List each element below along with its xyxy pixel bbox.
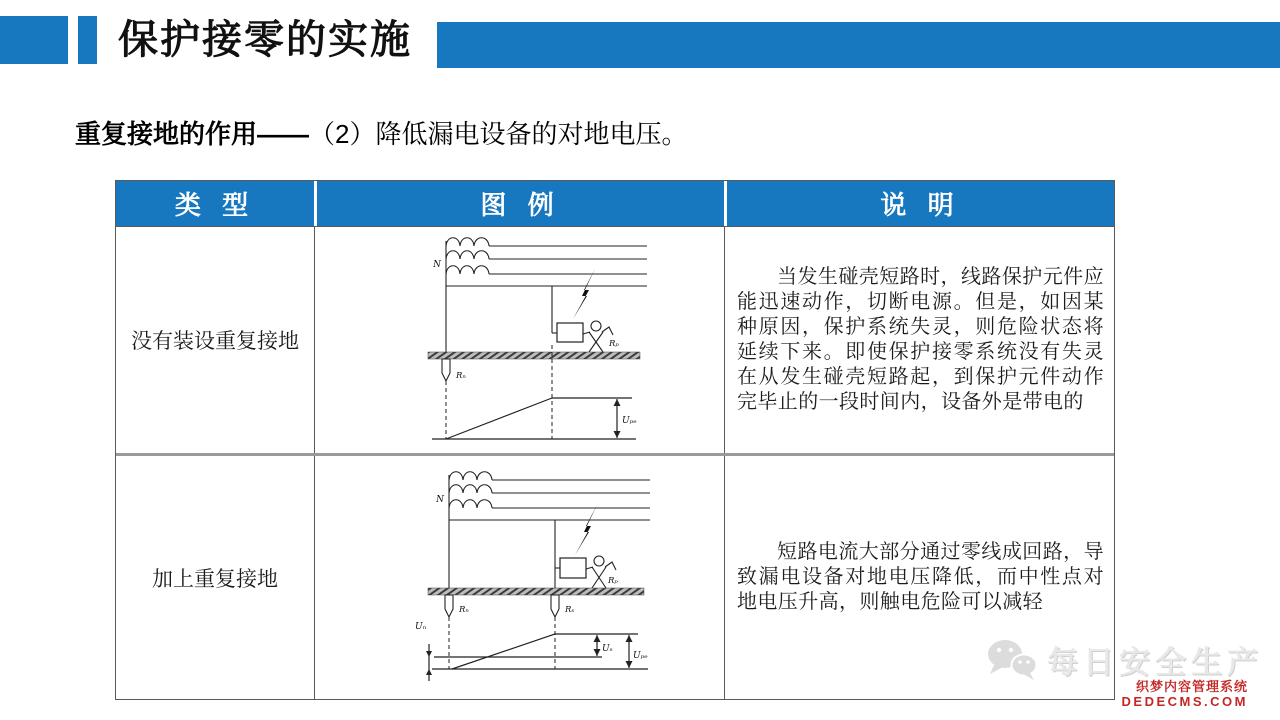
- comparison-table: [115, 180, 1115, 700]
- label-neutral: N: [433, 259, 441, 270]
- table-header-figure: 图 例: [314, 181, 724, 226]
- label-us: Uₛ: [601, 643, 613, 654]
- title-accent-block: [0, 16, 68, 64]
- ground-electrode-rs: [551, 595, 559, 617]
- equipment-box: [557, 323, 583, 342]
- label-rn: Rₙ: [456, 370, 466, 381]
- cms-credit: [1048, 679, 1248, 709]
- type-cell: 加上重复接地: [152, 567, 278, 591]
- ground-surface: [428, 588, 644, 595]
- label-rp: Rₚ: [607, 575, 618, 586]
- subtitle: [75, 114, 687, 151]
- table-header-row: [116, 181, 1114, 226]
- table-header-type: 类 型: [174, 190, 256, 220]
- voltage-profile: [429, 634, 648, 681]
- title-accent-tick: [78, 16, 97, 64]
- ground-electrode-rn: [442, 359, 450, 381]
- description-text: 短路电流大部分通过零线成回路，导致漏电设备对地电压降低，而中性点对地电压升高，则触电危险可以减轻: [737, 541, 1104, 613]
- description-text: 当发生碰壳短路时，线路保护元件应能迅速动作，切断电源。但是，如因某种原因，保护系统失灵，则危险状态将延续下来。即使保护接零系统没有失灵在从发生碰壳短路起，到保护元件动作完毕止的一段时间内，设备外是带电的: [737, 266, 1104, 413]
- table-row-without-repeated-grounding: [116, 226, 1114, 453]
- label-rn: Rₙ: [458, 604, 469, 615]
- type-cell: 没有装设重复接地: [131, 330, 299, 353]
- table-row-with-repeated-grounding: [116, 453, 1114, 699]
- table-header-description: 说 明: [724, 181, 1114, 226]
- title-accent-ribbon: [437, 22, 1280, 68]
- subtitle-rest: （2）降低漏电设备的对地电压。: [309, 119, 688, 149]
- label-upe: Uₚₑ: [632, 650, 648, 661]
- ground-surface: [428, 352, 640, 359]
- watermark-text: 每日安全生产: [1047, 645, 1263, 680]
- projection-dashed-lines: [449, 617, 555, 669]
- page-title: 保护接零的实施: [118, 18, 412, 62]
- label-rs: Rₛ: [564, 604, 574, 615]
- transformer-and-lines: [449, 471, 650, 594]
- ground-electrode-rn: [445, 595, 453, 617]
- watermark: [984, 637, 1263, 682]
- voltage-profile: [432, 398, 636, 439]
- description-cell: [724, 227, 1114, 453]
- equipment-box: [560, 558, 586, 578]
- lightning-fault-symbol: [573, 269, 595, 319]
- cms-credit-line1: 织梦内容管理系统: [1135, 679, 1248, 694]
- cms-credit-line2: DEDECMS.COM: [1121, 694, 1248, 709]
- diagram-with-repeated-grounding: [410, 467, 654, 689]
- lightning-fault-symbol: [575, 505, 597, 555]
- label-upe: Uₚₑ: [622, 415, 637, 426]
- subtitle-lead: 重复接地的作用——: [75, 119, 310, 149]
- figure-cell: [314, 227, 724, 453]
- label-rp: Rₚ: [609, 338, 619, 349]
- diagram-without-repeated-grounding: [414, 233, 649, 448]
- wechat-icon: [984, 637, 1039, 682]
- label-neutral: N: [435, 494, 444, 505]
- label-un: Uₙ: [414, 621, 426, 632]
- figure-cell: [314, 456, 724, 699]
